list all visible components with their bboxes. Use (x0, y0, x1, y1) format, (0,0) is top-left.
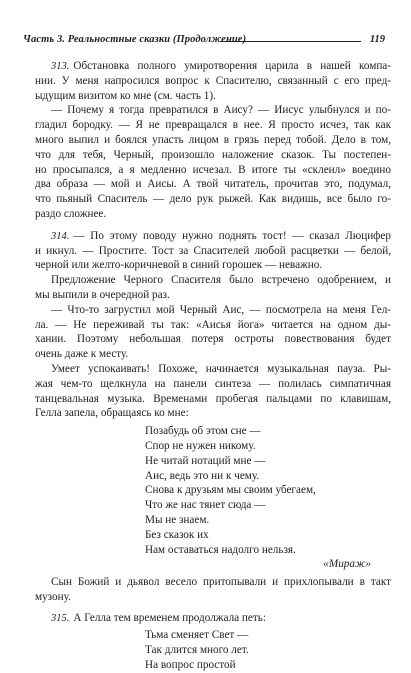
paragraph-line: хании. Поэтому небольшая потеря остроты повествования будет (35, 333, 391, 346)
paragraph-line: — Что-то загрустил мой Черный Аис, — посмотрела на меня Гел- (51, 303, 391, 316)
verse-line: Так длится много лет. (145, 644, 249, 657)
verse-line: Аис, ведь это ни к чему. (145, 469, 260, 482)
verse-block (35, 424, 391, 572)
verse-line: Мы не знаем. (145, 513, 210, 526)
paragraph-line: два образа — мой и Аисы. А твой читатель, прочитав это, подумал, (35, 178, 391, 191)
paragraph-line: Предложение Черного Спасителя было встречено одобрением, и (51, 274, 391, 287)
paragraph-line: музону. (35, 590, 71, 603)
paragraph-line: 314. — По этому поводу нужно поднять тост! — сказал Люцифер (51, 229, 391, 242)
paragraph-line: нии. У меня напросился вопрос к Спасителю, связанный с его пред- (35, 74, 391, 87)
paragraph-number: 314. (51, 230, 70, 242)
paragraph-line: жая чем-то щелкнула на панели синтеза — полилась симпатичная (35, 377, 391, 390)
verse-line: На вопрос простой (145, 659, 236, 672)
paragraph-line: очень даже к месту. (35, 348, 129, 361)
header-rule (220, 41, 361, 42)
verse-line: Без сказок их (145, 528, 209, 541)
paragraph-line: черной или желто-коричневой в синий горошек — неважно. (35, 259, 323, 272)
paragraph-line: танцевальная музыка. Временами пробегая пальцами по клавишам, (35, 392, 391, 405)
paragraph-line: много выпил и боялся упасть лицом в грязь перед тобой. Дело в том, (35, 133, 391, 146)
paragraph-line: Сын Божий и дьявол весело притопывали и прихлопывали в такт (51, 576, 391, 589)
verse-signature: «Мираж» (323, 558, 371, 571)
verse-line: Снова к друзьям мы своим убегаем, (145, 484, 316, 497)
paragraph-line: 313. Обстановка полного умиротворения царила в нашей компа- (51, 60, 391, 72)
paragraph-line: Умеет успокаивать! Похоже, начинается музыкальная пауза. Ры- (51, 362, 391, 375)
header-title: Часть 3. Реальностные сказки (Продолжение) (23, 34, 247, 45)
verse-line: Спор не нужен никому. (145, 439, 256, 452)
paragraph-line: Гелла запела, обращаясь ко мне: (35, 407, 189, 420)
paragraph-line: и икнул. — Простите. Тост за Спасителей любой расцветки — белой, (35, 244, 391, 257)
paragraph-line: что пьяный Спаситель — дело рук рыжей. Как видишь, все было го- (35, 193, 391, 206)
paragraph-line: что для тебя, Черный, произошло наложение сказок. Ты постепен- (35, 148, 391, 161)
paragraph-line: ыдущим визитом ко мне (см. часть 1). (35, 89, 216, 102)
verse-block (35, 628, 391, 672)
paragraph-line: раздо сложнее. (35, 207, 107, 220)
paragraph-number: 315. (51, 612, 70, 624)
running-header (23, 34, 385, 48)
verse-line: Тьма сменяет Свет — (145, 629, 249, 642)
page-body (35, 59, 391, 673)
paragraph-line: ла. — Не переживай ты так: «Аисья йога» читается на одном ды- (35, 318, 391, 331)
verse-line: Не читай нотаций мне — (145, 454, 266, 467)
page-number: 119 (369, 34, 385, 45)
verse-line: Что же нас тянет сюда — (145, 499, 266, 512)
paragraph-line: 315. А Гелла тем временем продолжала петь: (51, 611, 266, 624)
paragraph-line: но просыпался, а я медленно исчезал. В итоге ты «склеил» воедино (35, 163, 391, 176)
verse-line: Нам оставаться надолго нельзя. (145, 543, 296, 556)
paragraph-line: — Почему я тогда превратился в Аису? — Иисус улыбнулся и по- (51, 104, 391, 117)
paragraph-number: 313. (51, 61, 70, 72)
paragraph-line: гладил бородку. — Я не превращался в нее. Я просто исчез, так как (35, 119, 391, 132)
paragraph-line: мы выпили в очередной раз. (35, 288, 170, 301)
verse-line: Позабудь об этом сне — (145, 425, 261, 438)
